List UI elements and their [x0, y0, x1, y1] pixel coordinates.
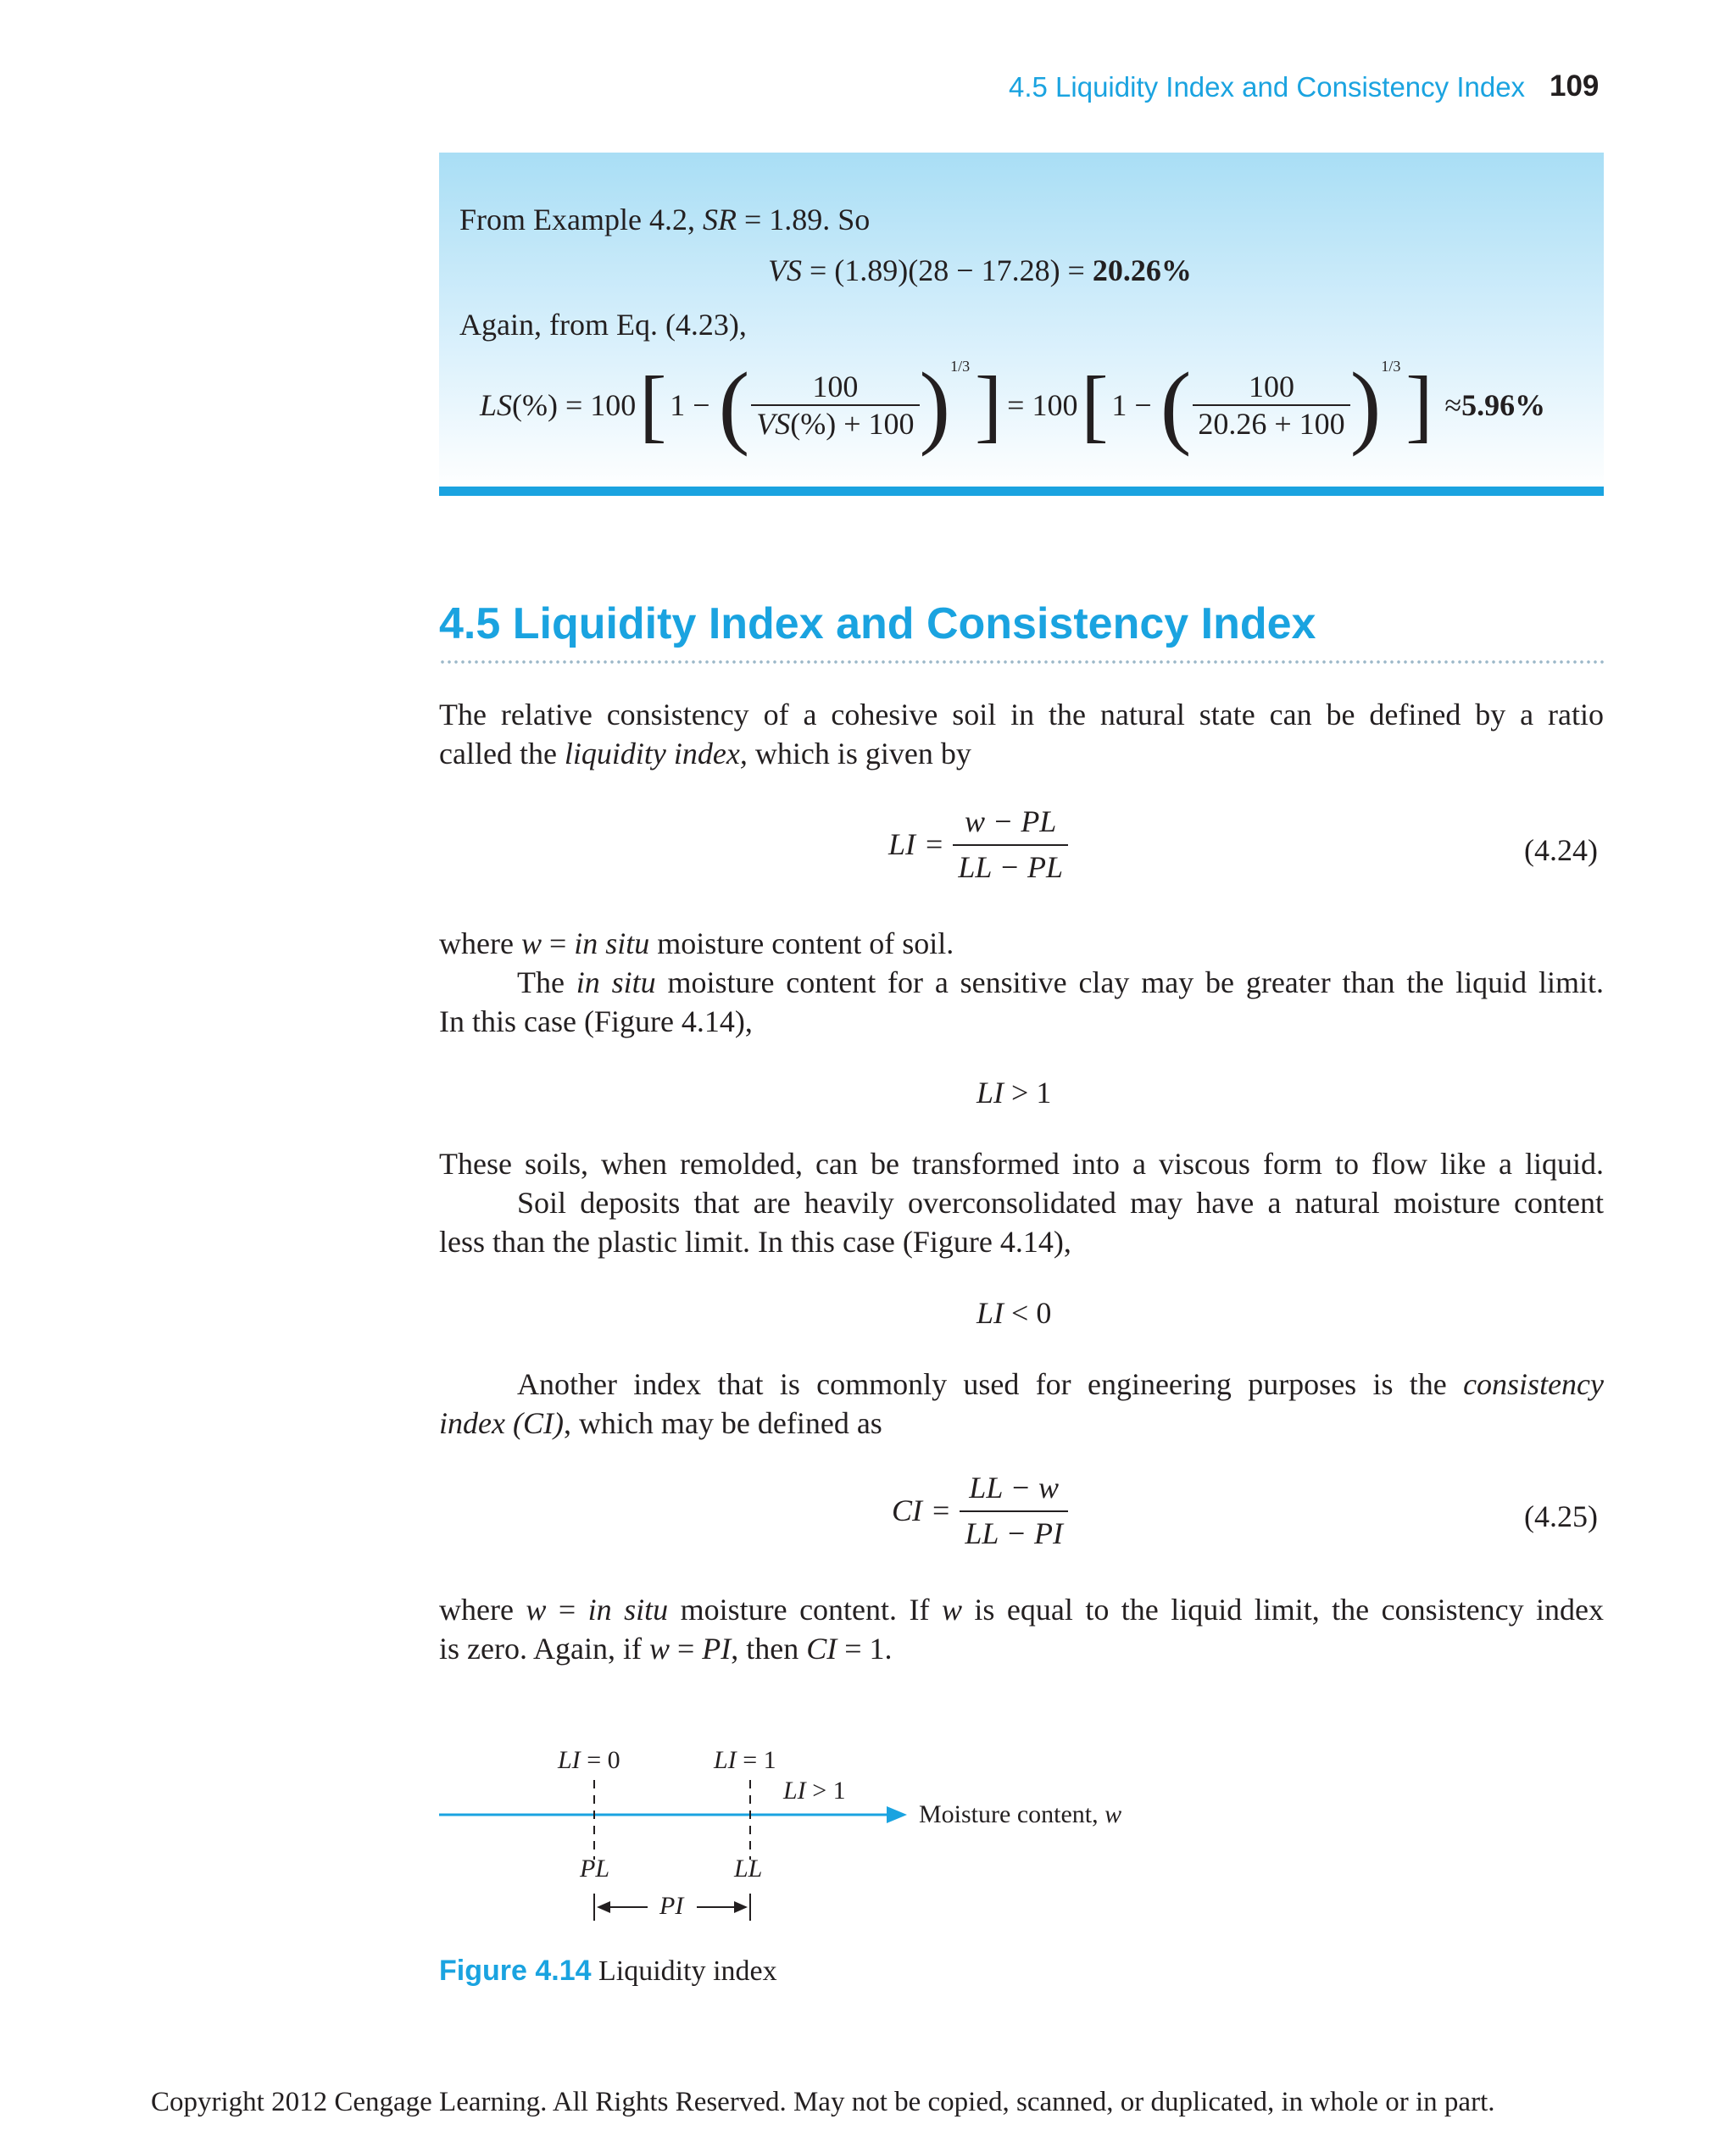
figure-caption: Figure 4.14 Liquidity index [439, 1955, 777, 1987]
copyright-notice: Copyright 2012 Cengage Learning. All Rights Reserved. May not be copied, scanned, or duplicated, in whole or in part. [151, 2087, 1495, 2117]
equation-number-4-24: (4.24) [1524, 833, 1598, 867]
page-number: 109 [1550, 70, 1600, 103]
equation-4-24: LI = $\frac{w - PL}{LL - PL}$ [888, 804, 1068, 885]
exponent: 1/3 [950, 358, 971, 375]
example-line-3: Again, from Eq. (4.23), [459, 308, 747, 342]
open-paren: ( [718, 353, 750, 457]
equation-4-25: CI = $\frac{LL - w}{LL - PI}$ [892, 1470, 1068, 1551]
paragraph-5-line-2: index (CI), which may be defined as [439, 1406, 882, 1440]
fraction-1: $\frac{100}{VS(\%) + 100}$ [751, 369, 919, 442]
where-line-1: where w = in situ moisture content of soil. [439, 926, 954, 960]
paragraph-1-line-2: called the liquidity index, which is given by [439, 737, 971, 770]
li-0-label: LI = 0 [558, 1746, 620, 1774]
ls-equation: LS (%) = 100 [ 1 − ( $\frac{100}{VS(\%) + 100}$ ) 1/3 ] = 100 [ 1 − ( $\frac{100}{20.26 + 100}$ ) 1/3 ] ≈ 5.96% [480, 353, 1546, 457]
equation-number-4-25: (4.25) [1524, 1499, 1598, 1533]
close-bracket: ] [975, 359, 1003, 450]
open-bracket: [ [639, 359, 667, 450]
close-paren: ) [919, 353, 951, 457]
dotted-rule [439, 659, 1604, 665]
where-line-2: where w = in situ moisture content. If w is equal to the liquid limit, the consistency index [439, 1593, 1605, 1627]
pl-label: PL [580, 1855, 610, 1883]
li-less-than-0: LI < 0 [976, 1296, 1052, 1330]
paragraph-1-line-1: The relative consistency of a cohesive soil in the natural state can be defined by a ratio [439, 698, 1604, 731]
pi-label: PI [659, 1892, 684, 1920]
axis-arrowhead [887, 1806, 907, 1823]
paragraph-2-line-2: In this case (Figure 4.14), [439, 1004, 753, 1038]
where-line-2b: is zero. Again, if w = PI, then CI = 1. [439, 1632, 893, 1666]
paragraph-5-line-1: Another index that is commonly used for engineering purposes is the consistency [517, 1367, 1604, 1401]
paragraph-2-line-1: The in situ moisture content for a sensitive clay may be greater than the liquid limit. [517, 965, 1605, 999]
example-line-1: From Example 4.2, SR = 1.89. So [459, 203, 871, 236]
li-greater-than-1: LI > 1 [976, 1076, 1052, 1110]
fraction-2: $\frac{100}{20.26 + 100}$ [1193, 369, 1349, 442]
section-title: 4.5 Liquidity Index and Consistency Index [439, 599, 1316, 648]
moisture-content-label: Moisture content, w [919, 1800, 1122, 1828]
vs-equation: VS = (1.89)(28 − 17.28) = 20.26% [768, 253, 1192, 287]
paragraph-4-line-2: less than the plastic limit. In this case (Figure 4.14), [439, 1225, 1071, 1259]
figure-4-14 [439, 1746, 1202, 1966]
example-box-bottom-rule [439, 487, 1604, 496]
li-1-label: LI = 1 [714, 1746, 776, 1774]
ll-label: LL [734, 1855, 763, 1883]
running-head: 4.5 Liquidity Index and Consistency Index [1009, 71, 1526, 103]
paragraph-4-line-1: Soil deposits that are heavily overconsolidated may have a natural moisture content [517, 1186, 1604, 1220]
li-gt-1-label: LI > 1 [783, 1777, 846, 1805]
paragraph-3: These soils, when remolded, can be transformed into a viscous form to flow like a liquid. [439, 1147, 1604, 1181]
